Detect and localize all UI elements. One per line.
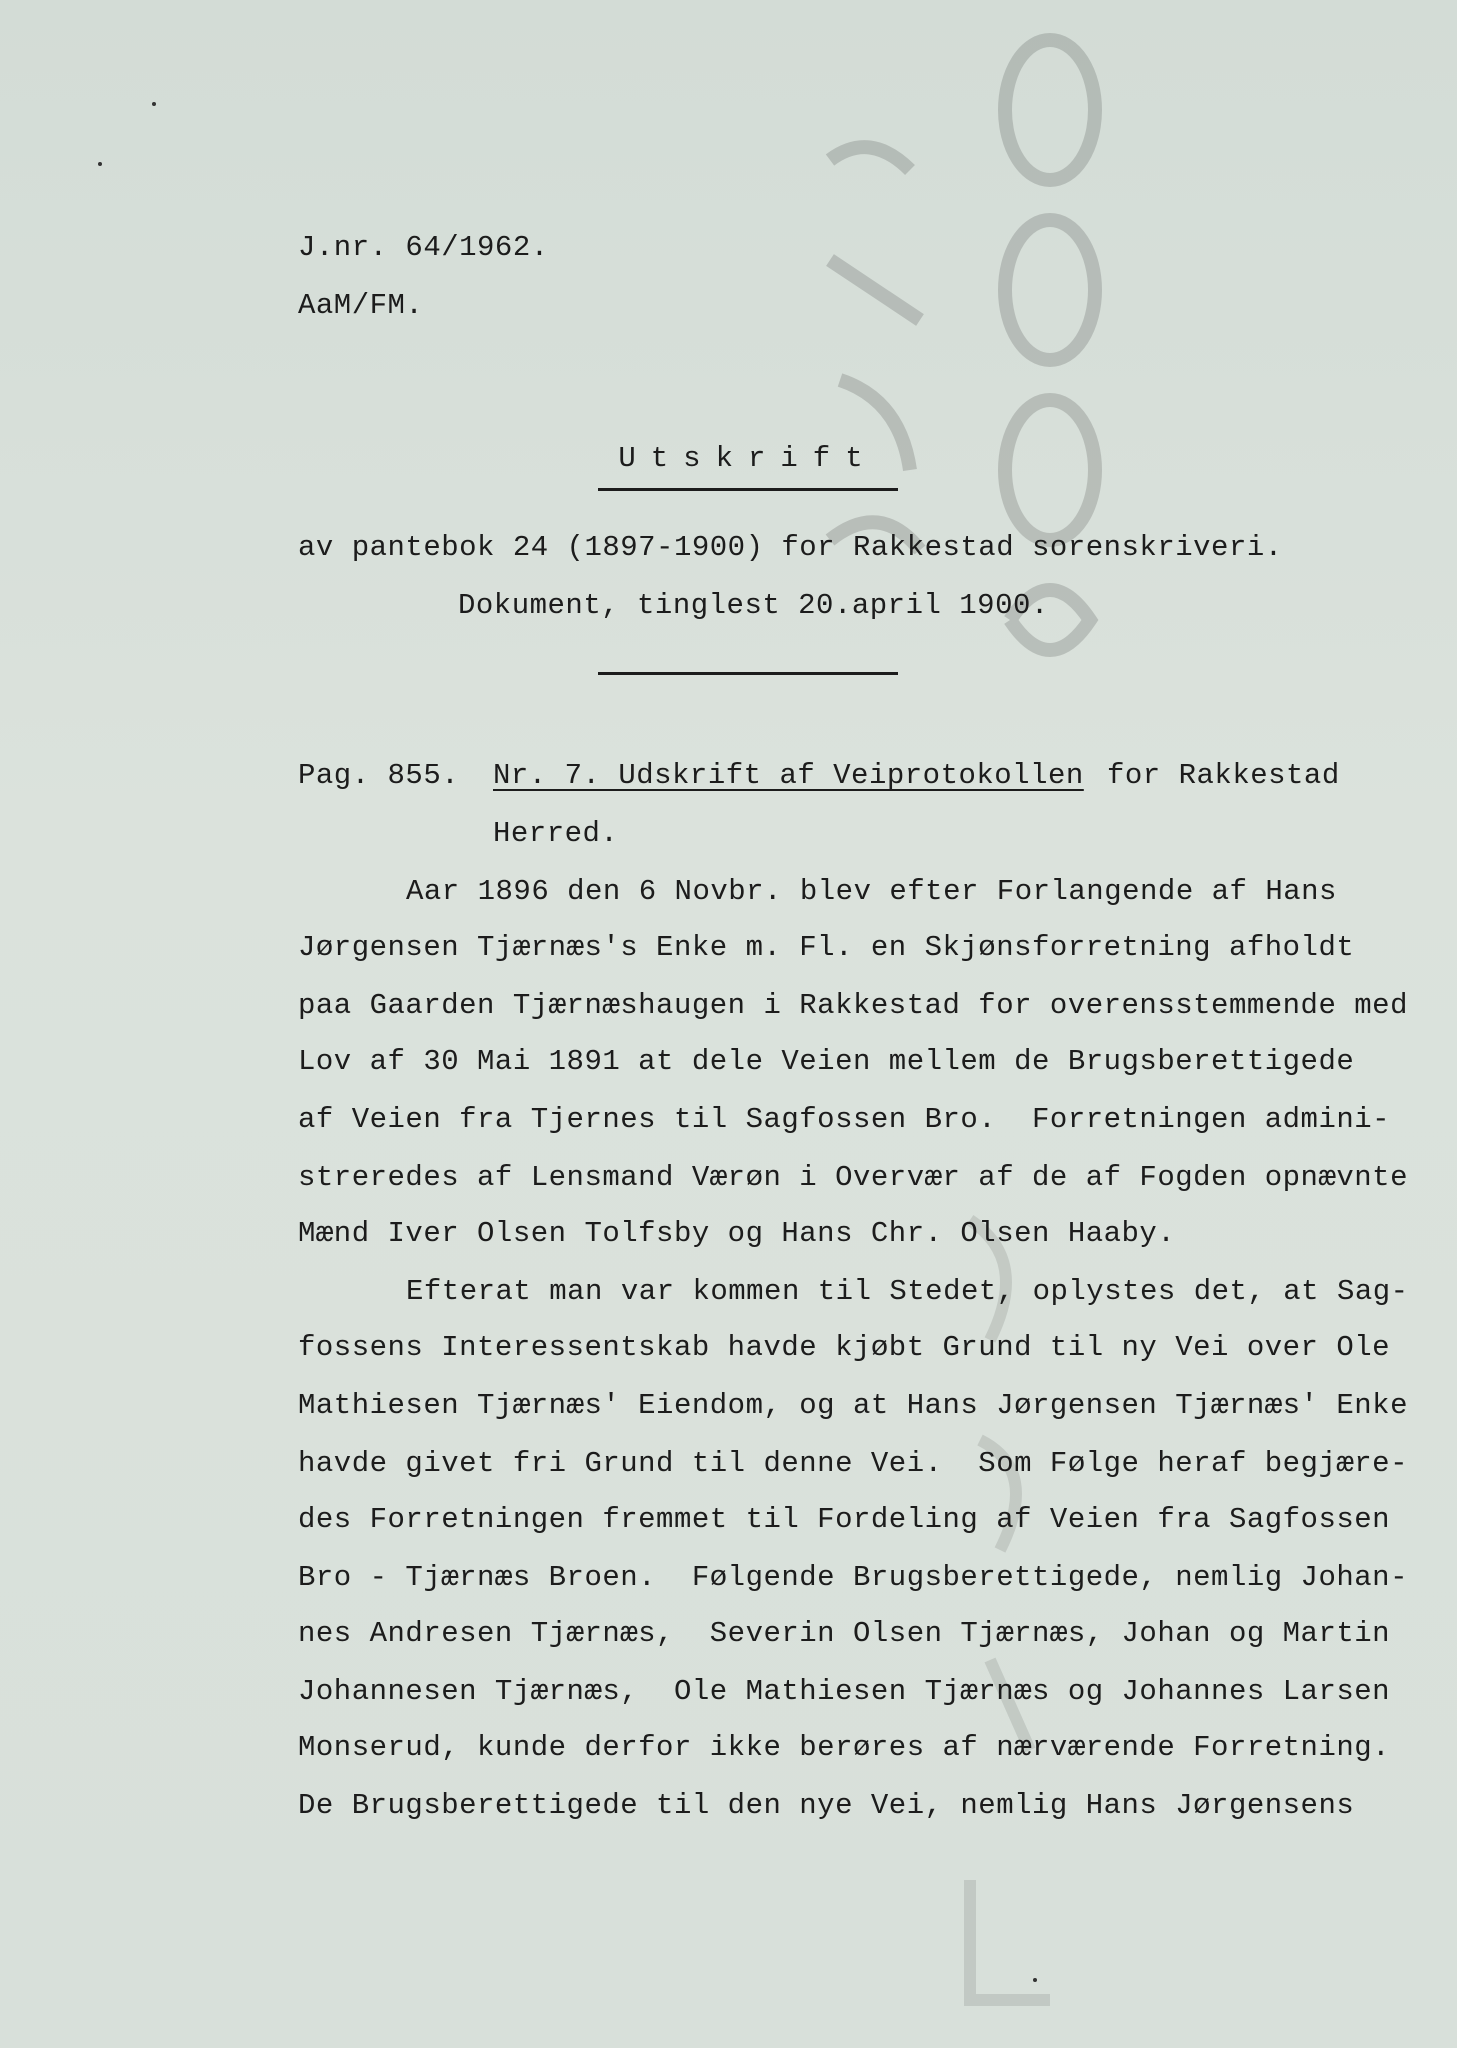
initials: AaM/FM. (298, 289, 424, 322)
body-line: Lov af 30 Mai 1891 at dele Veien mellem de Brugsberettigede (298, 1045, 1355, 1078)
body-line: Bro - Tjærnæs Broen. Følgende Brugsberettigede, nemlig Johan- (298, 1561, 1408, 1594)
scan-speck (152, 102, 156, 106)
entry-heading-rest: for Rakkestad (1107, 759, 1340, 792)
title-underline (598, 488, 898, 491)
body-line: af Veien fra Tjernes til Sagfossen Bro. Forretningen admini- (298, 1103, 1391, 1136)
body-line: Mathiesen Tjærnæs' Eiendom, og at Hans Jørgensen Tjærnæs' Enke (298, 1389, 1408, 1422)
document-title: Utskrift (618, 442, 878, 475)
section-divider (598, 672, 898, 675)
page-reference: Pag. 855. (298, 759, 460, 792)
subtitle-line-1: av pantebok 24 (1897-1900) for Rakkestad sorenskriveri. (298, 531, 1283, 564)
scan-speck (1033, 1978, 1037, 1982)
scan-speck (98, 162, 102, 166)
body-line: De Brugsberettigede til den nye Vei, nemlig Hans Jørgensens (298, 1789, 1355, 1822)
entry-heading: Nr. 7. Udskrift af Veiprotokollen (493, 759, 1084, 792)
subtitle-line-2: Dokument, tinglest 20.april 1900. (458, 589, 1049, 622)
body-line: Johannesen Tjærnæs, Ole Mathiesen Tjærnæs og Johannes Larsen (298, 1675, 1391, 1708)
body-line: fossens Interessentskab havde kjøbt Grund til ny Vei over Ole (298, 1331, 1391, 1364)
stamp-bleedthrough (770, 20, 1120, 780)
body-line: Efterat man var kommen til Stedet, oplystes det, at Sag- (406, 1275, 1409, 1308)
body-line: Jørgensen Tjærnæs's Enke m. Fl. en Skjønsforretning afholdt (298, 931, 1355, 964)
body-line: Monserud, kunde derfor ikke berøres af nærværende Forretning. (298, 1731, 1391, 1764)
body-line: Aar 1896 den 6 Novbr. blev efter Forlangende af Hans (406, 875, 1337, 908)
body-line: nes Andresen Tjærnæs, Severin Olsen Tjærnæs, Johan og Martin (298, 1617, 1391, 1650)
journal-number: J.nr. 64/1962. (298, 231, 549, 264)
body-line: Mænd Iver Olsen Tolfsby og Hans Chr. Olsen Haaby. (298, 1217, 1176, 1250)
body-line: havde givet fri Grund til denne Vei. Som Følge heraf begjære- (298, 1447, 1408, 1480)
body-line: des Forretningen fremmet til Fordeling af Veien fra Sagfossen (298, 1503, 1391, 1536)
entry-heading-continuation: Herred. (493, 817, 619, 850)
body-line: paa Gaarden Tjærnæshaugen i Rakkestad for overensstemmende med (298, 989, 1408, 1022)
body-line: streredes af Lensmand Værøn i Overvær af de af Fogden opnævnte (298, 1161, 1408, 1194)
